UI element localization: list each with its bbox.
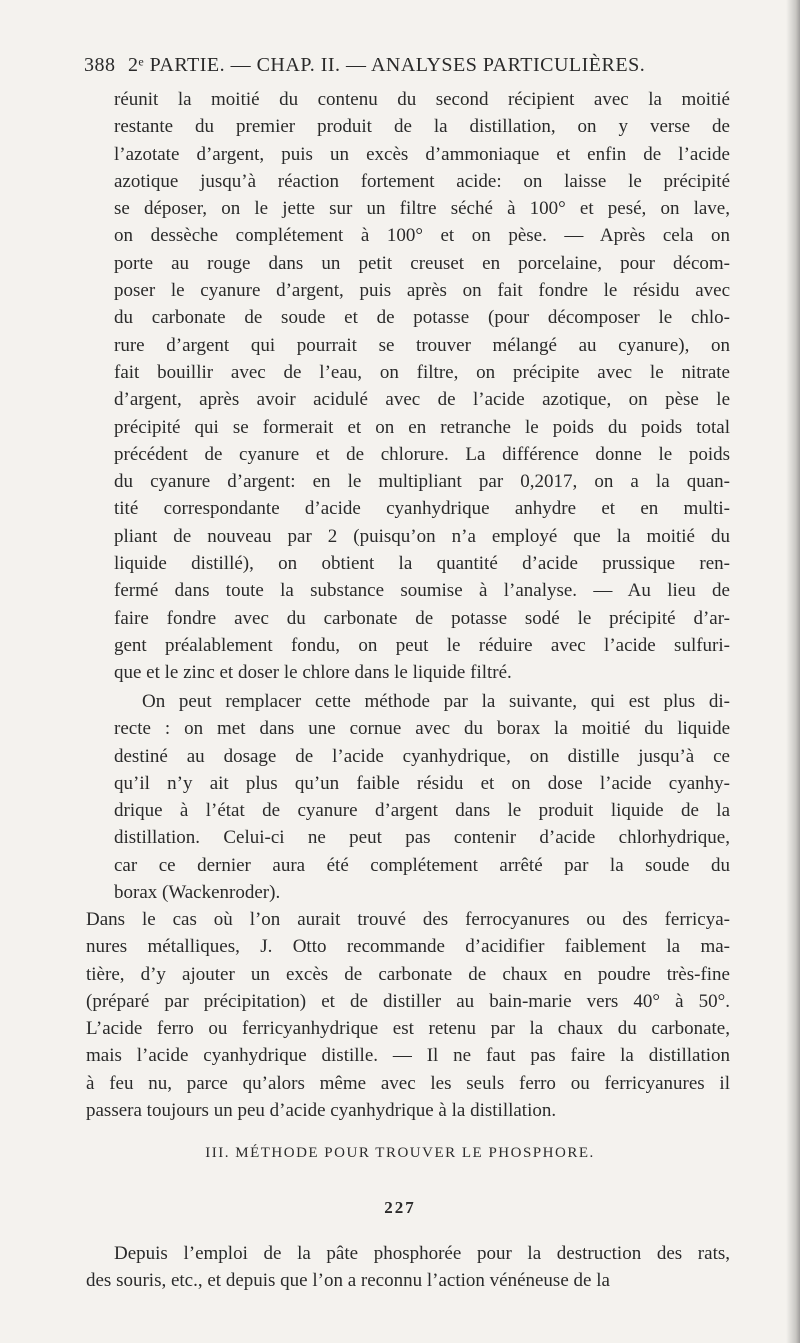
text-line: distillation. Celui-ci ne peut pas contenir d’acide chlorhydrique, — [114, 827, 730, 849]
text-line: nures métalliques, J. Otto recommande d’acidifier faiblement la ma- — [86, 936, 730, 958]
text-line: passera toujours un peu d’acide cyanhydrique à la distillation. — [86, 1100, 557, 1122]
text-line: borax (Wackenroder). — [114, 882, 281, 904]
text-line: destiné au dosage de l’acide cyanhydrique, on distille jusqu’à ce — [114, 745, 730, 767]
section-heading: III. MÉTHODE POUR TROUVER LE PHOSPHORE. — [205, 1145, 595, 1161]
text-line: à feu nu, parce qu’alors même avec les seuls ferro ou ferricyanures il — [86, 1072, 730, 1094]
section-number-ornament: 227 — [384, 1198, 416, 1217]
text-line: rure d’argent qui pourrait se trouver mélangé au cyanure), on — [114, 334, 730, 356]
text-line: qu’il n’y ait plus qu’un faible résidu et on dose l’acide cyanhy- — [114, 772, 730, 794]
text-line: on dessèche complétement à 100° et on pèse. — Après cela on — [114, 225, 730, 247]
text-line: faire fondre avec du carbonate de potasse sodé le précipité d’ar- — [114, 607, 730, 629]
text-line: pliant de nouveau par 2 (puisqu’on n’a employé que la moitié du — [114, 525, 730, 547]
text-line: des souris, etc., et depuis que l’on a reconnu l’action vénéneuse de la — [86, 1270, 610, 1292]
paragraph-continuation — [114, 86, 730, 687]
text-line: recte : on met dans une cornue avec du borax la moitié du liquide — [114, 718, 730, 740]
text-line: du carbonate de soude et de potasse (pour décomposer le chlo- — [114, 307, 730, 329]
page-number: 388 — [84, 54, 116, 76]
text-line: précipité qui se formerait et on en retranche le poids du poids total — [114, 416, 730, 438]
text-line: restante du premier produit de la distillation, on y verse de — [114, 116, 730, 138]
text-line: fait bouillir avec de l’eau, on filtre, on précipite avec le nitrate — [114, 361, 730, 383]
text-line: L’acide ferro ou ferricyanhydrique est retenu par la chaux du carbonate, — [86, 1018, 730, 1040]
text-line: liquide distillé), on obtient la quantité d’acide prussique ren- — [114, 553, 730, 575]
text-line: tité correspondante d’acide cyanhydrique anhydre et en multi- — [114, 498, 730, 520]
text-line: l’azotate d’argent, puis un excès d’ammoniaque et enfin de l’acide — [114, 143, 730, 165]
text-line: mais l’acide cyanhydrique distille. — Il ne faut pas faire la distillation — [86, 1045, 730, 1067]
text-line: gent préalablement fondu, on peut le réduire avec l’acide sulfuri- — [114, 634, 730, 656]
text-line: azotique jusqu’à réaction fortement acide: on laisse le précipité — [114, 170, 730, 192]
text-line: réunit la moitié du contenu du second récipient avec la moitié — [114, 89, 730, 110]
paragraph-ferrocyanures — [86, 906, 730, 1124]
paragraph-alternative-method — [114, 688, 730, 906]
text-line: fermé dans toute la substance soumise à l’analyse. — Au lieu de — [114, 580, 730, 602]
running-title: 2ᵉ PARTIE. — CHAP. II. — ANALYSES PARTICULIÈRES. — [128, 54, 646, 76]
text-line: porte au rouge dans un petit creuset en porcelaine, pour décom- — [114, 252, 730, 274]
text-line: car ce dernier aura été complétement arrêté par la soude du — [114, 854, 730, 876]
text-line: que et le zinc et doser le chlore dans le liquide filtré. — [114, 662, 512, 684]
text-line: drique à l’état de cyanure d’argent dans le produit liquide de la — [114, 800, 730, 822]
text-line: Depuis l’emploi de la pâte phosphorée pour la destruction des rats, — [114, 1243, 730, 1264]
text-line: poser le cyanure d’argent, puis après on fait fondre le résidu avec — [114, 280, 730, 302]
page-edge-shadow — [786, 0, 800, 1343]
text-line: (préparé par précipitation) et de distiller au bain-marie vers 40° à 50°. — [86, 990, 730, 1012]
text-line: d’argent, après avoir acidulé avec de l’acide azotique, on pèse le — [114, 389, 730, 411]
text-line: précédent de cyanure et de chlorure. La différence donne le poids — [114, 443, 730, 465]
text-line: tière, d’y ajouter un excès de carbonate de chaux en poudre très-fine — [86, 963, 730, 985]
paragraph-phosphore — [86, 1240, 730, 1295]
text-line: Dans le cas où l’on aurait trouvé des ferrocyanures ou des ferricya- — [86, 909, 730, 930]
text-line: du cyanure d’argent: en le multipliant par 0,2017, on a la quan- — [114, 471, 730, 493]
text-line: On peut remplacer cette méthode par la suivante, qui est plus di- — [142, 691, 730, 712]
text-line: se déposer, on le jette sur un filtre séché à 100° et pesé, on lave, — [114, 198, 730, 220]
